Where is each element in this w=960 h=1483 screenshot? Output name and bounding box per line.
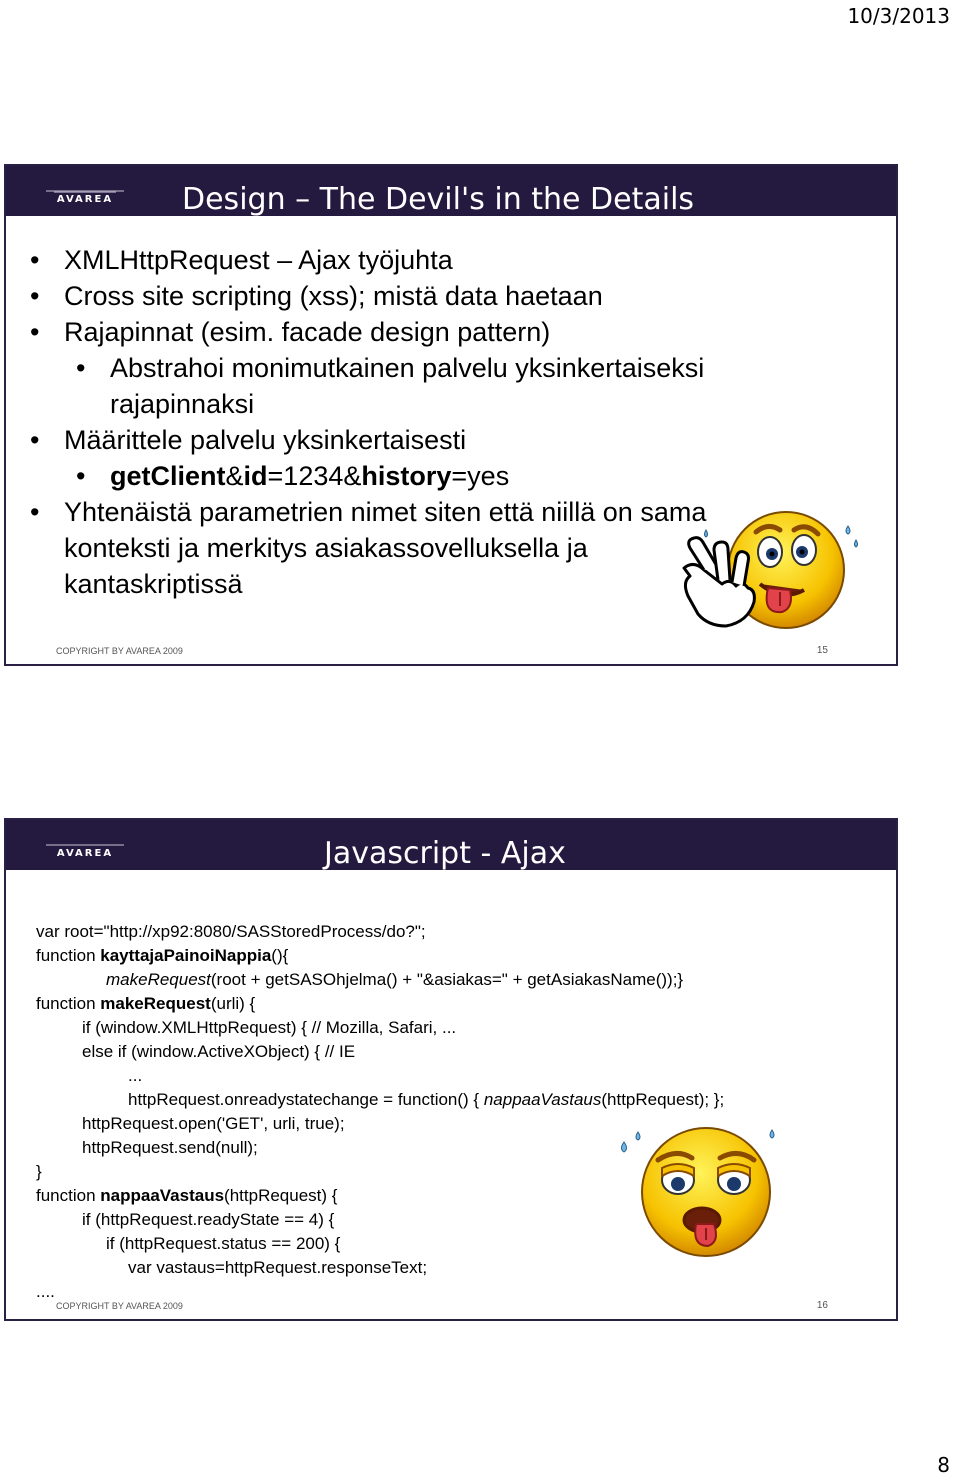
param-history: history <box>361 461 452 491</box>
code-line: } <box>36 1162 42 1181</box>
code-line: httpRequest.send(null); <box>82 1138 258 1157</box>
bullet-item: • XMLHttpRequest – Ajax työjuhta <box>24 242 876 278</box>
bullet-item: • Rajapinnat (esim. facade design pattern) <box>24 314 876 350</box>
copyright-footer: COPYRIGHT BY AVAREA 2009 <box>56 1301 183 1311</box>
code-line: else if (window.ActiveXObject) { // IE <box>82 1042 356 1061</box>
bullet-item: • Yhtenäistä parametrien nimet siten että niillä on sama <box>24 494 876 530</box>
code-line: makeRequest(root + getSASOhjelma() + "&asiakas=" + getAsiakasName());} <box>106 970 684 989</box>
logo-text: AVAREA <box>56 848 114 859</box>
sub-bullet-item: • Abstrahoi monimutkainen palvelu yksinkertaiseksi <box>24 350 876 386</box>
copyright-footer: COPYRIGHT BY AVAREA 2009 <box>56 646 183 656</box>
param-getclient: getClient <box>110 461 226 491</box>
code-line: httpRequest.open('GET', urli, true); <box>82 1114 345 1133</box>
slide-title: Javascript - Ajax <box>324 836 566 870</box>
sub-bullet-item <box>24 458 876 494</box>
page-number: 8 <box>937 1453 950 1477</box>
title-bar <box>6 166 896 216</box>
bullet-continuation: konteksti ja merkitys asiakassovelluksella ja <box>64 533 588 563</box>
code-line: httpRequest.onreadystatechange = function() { nappaaVastaus(httpRequest); }; <box>128 1090 725 1109</box>
slide-number: 15 <box>816 645 828 656</box>
logo-text: AVAREA <box>56 194 114 205</box>
param-value: =yes <box>451 461 510 491</box>
code-line: ... <box>128 1066 143 1085</box>
slide-title: Design – The Devil's in the Details <box>182 182 695 216</box>
code-line: function kayttajaPainoiNappia(){ <box>36 946 289 965</box>
code-line: .... <box>36 1282 55 1301</box>
code-line: if (window.XMLHttpRequest) { // Mozilla, Safari, ... <box>82 1018 457 1037</box>
page-date: 10/3/2013 <box>847 4 950 28</box>
code-line: var vastaus=httpRequest.responseText; <box>128 1258 428 1277</box>
param-id: id <box>243 461 268 491</box>
bullet-continuation: kantaskriptissä <box>64 569 243 599</box>
smiley-tongue-out-icon <box>676 510 872 636</box>
code-line: if (httpRequest.status == 200) { <box>106 1234 341 1253</box>
code-line: function nappaaVastaus(httpRequest) { <box>36 1186 338 1205</box>
bullet-item: • Määrittele palvelu yksinkertaisesti <box>24 422 876 458</box>
bullet-item: • Cross site scripting (xss); mistä data haetaan <box>24 278 876 314</box>
param-value: =1234& <box>267 461 362 491</box>
sub-bullet-continuation: rajapinnaksi <box>110 389 255 419</box>
param-separator: & <box>225 461 244 491</box>
code-line: function makeRequest(urli) { <box>36 994 256 1013</box>
title-bar <box>6 820 896 870</box>
slide-number: 16 <box>816 1300 828 1311</box>
code-line: var root="http://xp92:8080/SASStoredProcess/do?"; <box>36 922 426 941</box>
smiley-exhausted-icon <box>616 1120 794 1260</box>
code-line: if (httpRequest.readyState == 4) { <box>82 1210 335 1229</box>
